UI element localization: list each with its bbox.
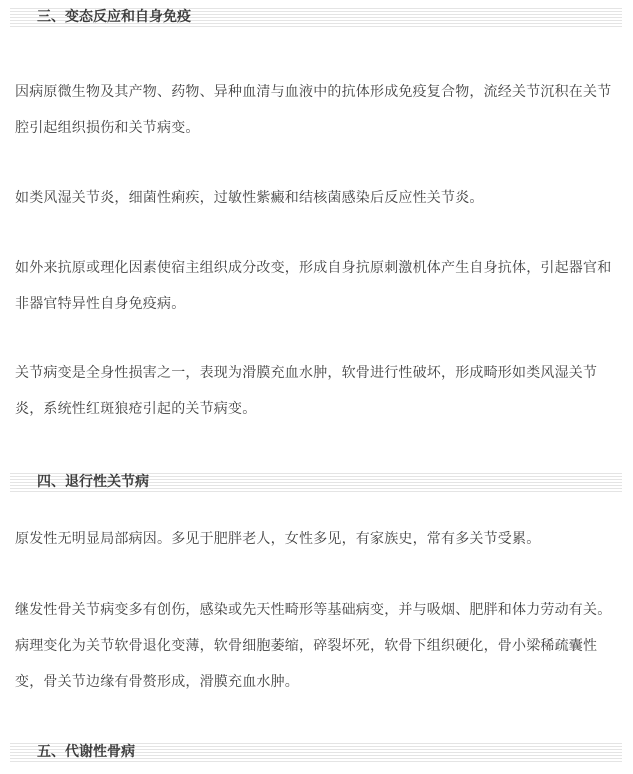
paragraph: 原发性无明显局部病因。多见于肥胖老人，女性多见，有家族史，常有多关节受累。 <box>15 531 541 547</box>
paragraph: 如外来抗原或理化因素使宿主组织成分改变，形成自身抗原刺激机体产生自身抗体，引起器官和非器官特异性自身免疫病。 <box>15 260 612 312</box>
paragraph: 继发性骨关节病变多有创伤，感染或先天性畸形等基础病变，并与吸烟、肥胖和体力劳动有关。病理变化为关节软骨退化变薄，软骨细胞萎缩，碎裂坏死，软骨下组织硬化，骨小梁稀疏囊性变，骨关节边缘有骨赘形成，滑膜充血水肿。 <box>15 602 612 690</box>
section-heading-4-title: 四、退行性关节病 <box>37 474 149 490</box>
section-heading-5-title: 五、代谢性骨病 <box>37 744 135 760</box>
section-heading-3-title: 三、变态反应和自身免疫 <box>37 9 191 25</box>
section-heading-4 <box>10 471 622 493</box>
paragraph: 因病原微生物及其产物、药物、异种血清与血液中的抗体形成免疫复合物，流经关节沉积在关节腔引起组织损伤和关节病变。 <box>15 84 612 136</box>
section-heading-3 <box>10 6 622 28</box>
paragraph: 关节病变是全身性损害之一，表现为滑膜充血水肿，软骨进行性破坏，形成畸形如类风湿关节炎，系统性红斑狼疮引起的关节病变。 <box>15 365 598 417</box>
paragraph: 如类风湿关节炎，细菌性痢疾，过敏性紫癜和结核菌感染后反应性关节炎。 <box>15 190 484 206</box>
section-heading-5 <box>10 741 622 763</box>
